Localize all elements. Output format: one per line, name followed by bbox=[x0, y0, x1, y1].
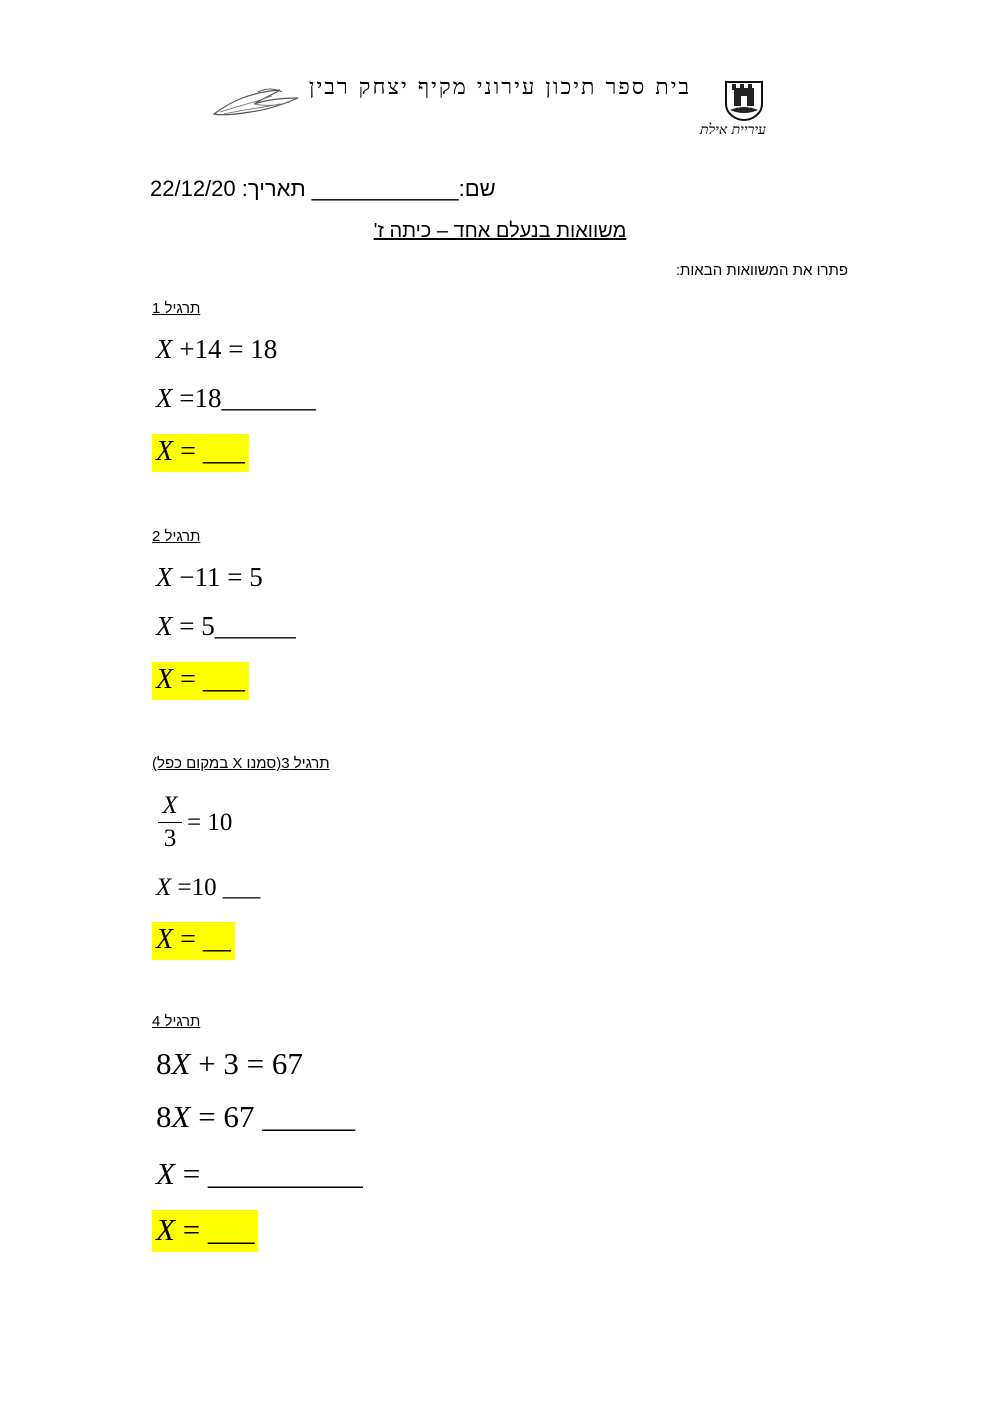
exercise-3-step[interactable]: X =10 ___ bbox=[156, 874, 261, 901]
exercise-3-answer[interactable]: X = __ bbox=[152, 922, 235, 960]
exercise-3-fraction bbox=[158, 792, 182, 853]
wings-logo bbox=[210, 84, 302, 120]
name-date-line bbox=[150, 176, 496, 202]
fraction-denominator: 3 bbox=[163, 825, 177, 852]
fraction-bar bbox=[158, 822, 182, 823]
exercise-4-step-2[interactable]: X = __________ bbox=[156, 1156, 363, 1191]
instructions: פתרו את המשוואות הבאות: bbox=[675, 262, 848, 279]
exercise-1-step[interactable]: X =18_______ bbox=[156, 383, 316, 413]
exercise-2-equation: X −11 = 5 bbox=[156, 562, 263, 592]
exercise-3-equation-rest: = 10 bbox=[187, 809, 233, 836]
exercise-1-title: תרגיל 1 bbox=[152, 300, 201, 317]
worksheet-title: משוואות בנעלם אחד – כיתה ז' bbox=[373, 220, 627, 242]
exercise-4-answer[interactable]: X = ___ bbox=[152, 1210, 258, 1252]
exercise-2-step[interactable]: X = 5______ bbox=[156, 611, 296, 641]
name-label: שם: bbox=[458, 176, 496, 201]
exercise-2-answer[interactable]: X = ___ bbox=[152, 662, 249, 700]
name-blank[interactable]: ____________ bbox=[311, 176, 459, 201]
date-value: 22/12/20 bbox=[150, 176, 236, 201]
city-emblem-icon bbox=[722, 78, 766, 122]
exercise-1-equation: X +14 = 18 bbox=[156, 334, 278, 364]
school-name: בית ספר תיכון עירוני מקיף יצחק רבין bbox=[308, 75, 692, 100]
exercise-4-title: תרגיל 4 bbox=[152, 1013, 201, 1030]
date-label: תאריך: bbox=[241, 176, 306, 201]
fraction-numerator: X bbox=[162, 792, 178, 819]
city-name: עיריית אילת bbox=[700, 122, 766, 138]
exercise-4-step[interactable]: 8X = 67 ______ bbox=[156, 1099, 356, 1134]
exercise-4-equation: 8X + 3 = 67 bbox=[156, 1046, 303, 1081]
exercise-1-answer[interactable]: X = ___ bbox=[152, 434, 249, 472]
exercise-2-title: תרגיל 2 bbox=[152, 528, 201, 545]
exercise-3-title: תרגיל 3(סמנו X במקום כפל) bbox=[152, 755, 330, 772]
